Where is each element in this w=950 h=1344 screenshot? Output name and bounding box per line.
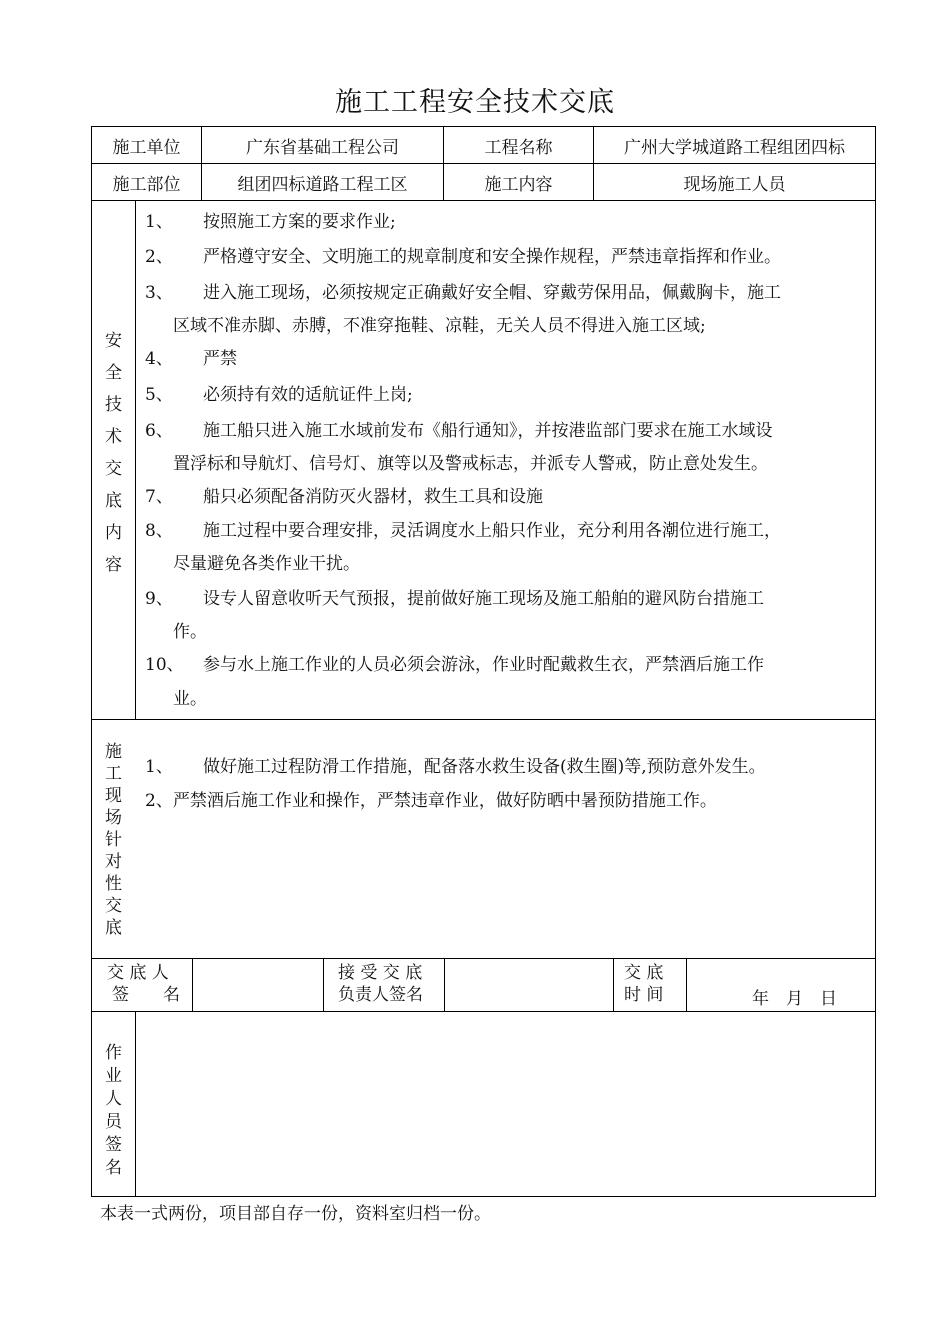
receiver-label-line1: 接 受 交 底 — [338, 963, 423, 983]
label-char: 名 — [105, 1158, 122, 1178]
item-text: 施工过程中要合理安排，灵活调度水上船只作业，充分利用各潮位进行施工， — [203, 521, 781, 541]
list-item — [145, 755, 766, 779]
item-text-continued: 置浮标和导航灯、信号灯、旗等以及警戒标志，并派专人警戒，防止意处发生。 — [173, 454, 768, 474]
label-char: 容 — [105, 555, 122, 575]
item-text-continued: 作。 — [173, 622, 207, 642]
item-text-continued: 区域不准赤脚、赤膊，不准穿拖鞋、凉鞋，无关人员不得进入施工区域; — [173, 316, 706, 336]
label-char: 现 — [105, 786, 122, 806]
list-item: 2、严禁酒后施工作业和操作，严禁违章作业，做好防晒中暑预防措施工作。 — [145, 791, 717, 811]
label-char: 签 — [105, 1135, 122, 1155]
list-item — [145, 419, 773, 443]
dept-value: 组团四标道路工程工区 — [237, 174, 408, 195]
list-item — [145, 653, 764, 677]
label-char: 场 — [105, 808, 122, 828]
item-text: 进入施工现场，必须按规定正确戴好安全帽、穿戴劳保用品，佩戴胸卡，施工 — [203, 283, 781, 303]
list-item — [145, 485, 543, 509]
giver-label-line2: 签 名 — [112, 985, 180, 1005]
safety-section-label — [92, 325, 135, 581]
list-item — [145, 281, 781, 305]
table-divider — [323, 958, 324, 1011]
list-item — [145, 245, 781, 269]
unit-label: 施工单位 — [112, 137, 181, 158]
label-char: 对 — [105, 852, 122, 872]
time-label-line2: 时 间 — [624, 985, 664, 1005]
site-section-label — [92, 741, 135, 939]
label-char: 性 — [105, 874, 122, 894]
label-char: 内 — [105, 523, 122, 543]
dept-label: 施工部位 — [112, 174, 181, 195]
label-char: 员 — [105, 1112, 122, 1132]
list-item — [145, 347, 237, 371]
list-item — [145, 587, 764, 611]
item-text: 必须持有效的适航证件上岗; — [203, 385, 413, 405]
table-divider — [91, 200, 876, 201]
label-char: 针 — [105, 830, 122, 850]
time-label — [624, 962, 686, 1006]
time-label-line1: 交 底 — [624, 963, 664, 983]
item-text: 严格遵守安全、文明施工的规章制度和安全操作规程，严禁违章指挥和作业。 — [203, 247, 781, 267]
label-char: 安 — [105, 331, 122, 351]
list-item — [145, 210, 396, 234]
item-number: 4、 — [145, 349, 173, 369]
item-text-continued: 业。 — [173, 689, 207, 709]
giver-signature-field[interactable] — [193, 959, 323, 1011]
item-number: 6、 — [145, 421, 173, 441]
item-number: 1、 — [145, 757, 173, 777]
label-char: 人 — [105, 1089, 122, 1109]
giver-label-line1: 交 底 人 — [107, 963, 169, 983]
item-text: 严禁 — [203, 349, 237, 369]
item-text-continued: 尽量避免各类作业干扰。 — [173, 554, 360, 574]
label-char: 技 — [105, 395, 122, 415]
item-number: 2、 — [145, 247, 173, 267]
table-divider — [135, 200, 136, 719]
item-number: 1、 — [145, 212, 173, 232]
item-text: 设专人留意收听天气预报，提前做好施工现场及施工船舶的避风防台措施工 — [203, 589, 764, 609]
list-item — [145, 383, 413, 407]
item-number: 7、 — [145, 487, 173, 507]
item-text: 按照施工方案的要求作业; — [203, 212, 396, 232]
list-item — [145, 519, 781, 543]
content-value: 现场施工人员 — [683, 174, 786, 195]
item-number: 10、 — [145, 655, 184, 675]
item-number: 3、 — [145, 283, 173, 303]
project-label: 工程名称 — [484, 137, 553, 158]
workers-signature-area[interactable] — [136, 1012, 875, 1196]
date-field[interactable]: 年 月 日 — [752, 989, 837, 1009]
item-number: 5、 — [145, 385, 173, 405]
label-char: 作 — [105, 1043, 122, 1063]
table-border-right — [875, 126, 876, 1197]
label-char: 工 — [105, 764, 122, 784]
content-label: 施工内容 — [484, 174, 553, 195]
item-text: 参与水上施工作业的人员必须会游泳，作业时配戴救生衣，严禁酒后施工作 — [203, 655, 764, 675]
label-char: 底 — [105, 918, 122, 938]
workers-section-label — [92, 1042, 135, 1180]
label-char: 业 — [105, 1066, 122, 1086]
receiver-label — [338, 962, 444, 1006]
project-value: 广州大学城道路工程组团四标 — [624, 137, 845, 158]
table-border-left — [91, 126, 92, 1197]
table-divider — [686, 958, 687, 1011]
item-number: 8、 — [145, 521, 173, 541]
table-border-bottom — [91, 1196, 876, 1197]
page-title: 施工工程安全技术交底 — [335, 87, 615, 118]
item-number: 9、 — [145, 589, 173, 609]
receiver-label-line2: 负责人签名 — [338, 985, 423, 1005]
label-char: 交 — [105, 459, 122, 479]
label-char: 全 — [105, 363, 122, 383]
giver-label — [100, 962, 192, 1006]
label-char: 术 — [105, 427, 122, 447]
item-text: 做好施工过程防滑工作措施，配备落水救生设备(救生圈)等,预防意外发生。 — [203, 757, 766, 777]
table-divider — [91, 719, 876, 720]
label-char: 交 — [105, 896, 122, 916]
label-char: 施 — [105, 742, 122, 762]
item-text: 船只必须配备消防灭火器材，救生工具和设施 — [203, 487, 543, 507]
table-divider — [613, 958, 614, 1011]
receiver-signature-field[interactable] — [445, 959, 613, 1011]
label-char: 底 — [105, 491, 122, 511]
footer-note: 本表一式两份，项目部自存一份，资料室归档一份。 — [100, 1204, 491, 1224]
unit-value: 广东省基础工程公司 — [246, 137, 399, 158]
item-text: 施工船只进入施工水域前发布《船行通知》，并按港监部门要求在施工水域设 — [203, 421, 773, 441]
